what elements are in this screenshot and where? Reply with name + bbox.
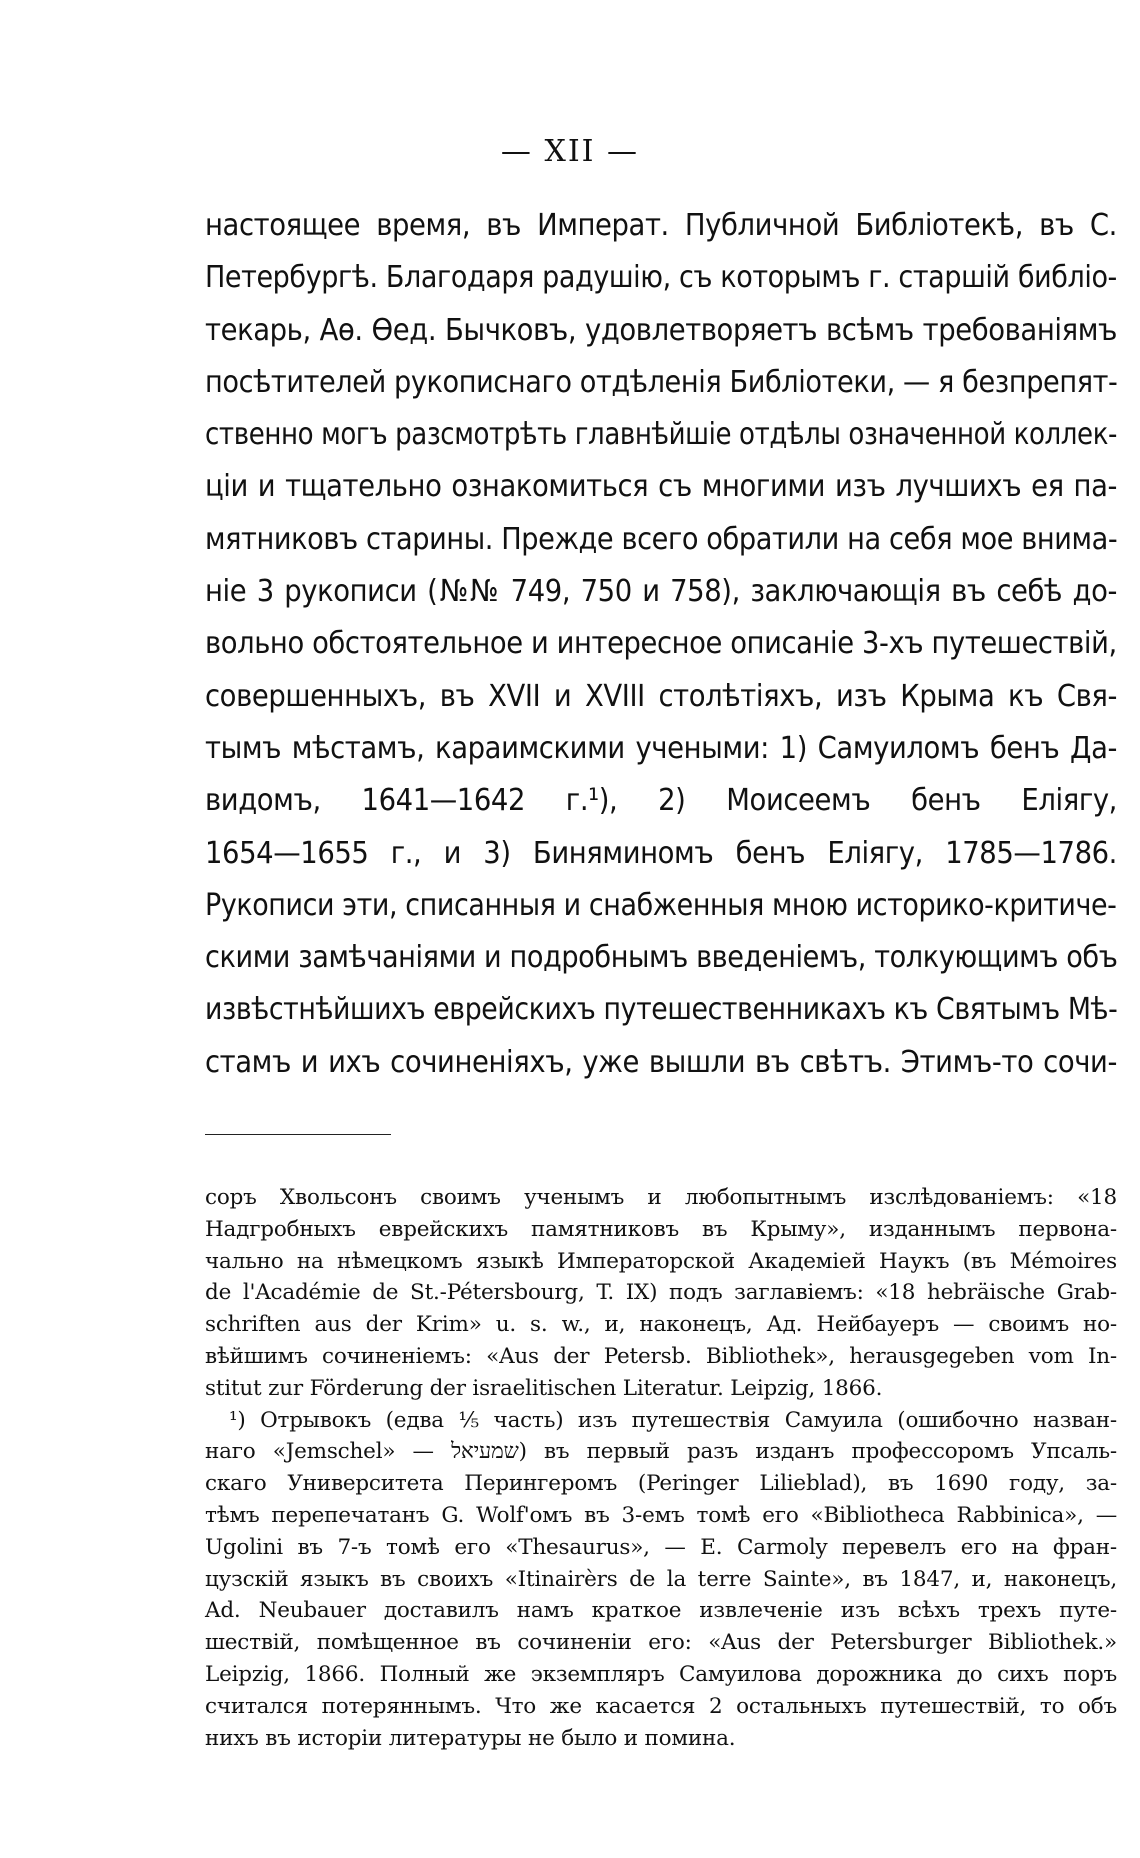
footnote-line: de l'Académie de St.-Pétersbourg, T. IX) подъ заглавіемъ: «18 hebräische Grab- xyxy=(205,1280,1117,1306)
body-line: 1654—1655 г., и 3) Биняминомъ бенъ Еліягу, 1785—1786. xyxy=(205,835,1117,871)
footnote-line: ¹) Отрывокъ (едва ⅕ часть) изъ путешествія Самуила (ошибочно назван- xyxy=(229,1407,1117,1433)
footnote-line: Ad. Neubauer доставилъ намъ краткое извлеченіе изъ всѣхъ трехъ путе- xyxy=(205,1598,1117,1624)
body-line: мятниковъ старины. Прежде всего обратили на себя мое внима- xyxy=(205,521,1118,557)
footnote-line: тѣмъ перепечатанъ G. Wolf'омъ въ 3-емъ томѣ его «Bibliotheca Rabbinica», — xyxy=(205,1502,1117,1528)
footnote-line: stitut zur Förderung der israelitischen Literatur. Leipzig, 1866. xyxy=(205,1375,883,1401)
footnote-line: schriften aus der Krim» u. s. w., и, наконецъ, Ад. Нейбауеръ — своимъ но- xyxy=(205,1312,1117,1338)
body-line: ніе 3 рукописи (№№ 749, 750 и 758), заключающія въ себѣ до- xyxy=(205,574,1117,610)
body-line: Рукописи эти, списанныя и снабженныя мною историко-критиче- xyxy=(205,887,1117,923)
body-line: настоящее время, въ Императ. Публичной Библіотекѣ, въ С. xyxy=(205,208,1117,243)
footnote-line: считался потеряннымъ. Что же касается 2 остальныхъ путешествій, то объ xyxy=(205,1693,1117,1719)
body-line: вольно обстоятельное и интересное описаніе 3-хъ путешествій, xyxy=(205,626,1117,662)
footnote-line: наго «Jemschel» — שמעיאל) въ первый разъ изданъ профессоромъ Упсаль- xyxy=(205,1439,1117,1465)
main-text xyxy=(205,200,1117,1089)
body-line: посѣтителей рукописнаго отдѣленія Библіотеки, — я безпрепят- xyxy=(205,364,1118,400)
body-line: совершенныхъ, въ XVII и XVIII столѣтіяхъ, изъ Крыма къ Свя- xyxy=(205,678,1117,714)
body-line: скими замѣчаніями и подробнымъ введеніемъ, толкующимъ объ xyxy=(205,940,1118,976)
body-line: видомъ, 1641—1642 г.¹), 2) Моисеемъ бенъ Еліягу, xyxy=(205,783,1117,819)
footnote-line: цузскій языкъ въ своихъ «Itinairèrs de la terre Sainte», въ 1847, и, наконецъ, xyxy=(205,1566,1117,1592)
page-number: — XII — xyxy=(500,134,640,169)
footnote-line: Leipzig, 1866. Полный же экземпляръ Самуилова дорожника до сихъ поръ xyxy=(205,1661,1117,1687)
footnote-separator xyxy=(205,1134,391,1135)
body-line: стамъ и ихъ сочиненіяхъ, уже вышли въ свѣтъ. Этимъ-то сочи- xyxy=(205,1044,1117,1080)
footnote-line: Ugolini въ 7-ъ томѣ его «Thesaurus», — E. Carmoly перевелъ его на фран- xyxy=(205,1534,1117,1560)
body-line: Петербургѣ. Благодаря радушію, съ которымъ г. старшій библіо- xyxy=(205,260,1117,296)
footnotes xyxy=(205,1182,1117,1754)
body-line: тымъ мѣстамъ, караимскими учеными: 1) Самуиломъ бенъ Да- xyxy=(205,730,1117,766)
footnote-line: шествій, помѣщенное въ сочиненіи его: «Aus der Petersburger Bibliothek.» xyxy=(205,1630,1117,1656)
footnote-line: нихъ въ исторіи литературы не было и помина. xyxy=(205,1725,736,1751)
footnote-line: скаго Университета Перингеромъ (Peringer Lilieblad), въ 1690 году, за- xyxy=(205,1471,1117,1497)
footnote-line: вѣйшимъ сочиненіемъ: «Aus der Petersb. Bibliothek», herausgegeben vom In- xyxy=(205,1343,1117,1369)
footnote-line: соръ Хвольсонъ своимъ ученымъ и любопытнымъ изслѣдованіемъ: «18 xyxy=(205,1185,1117,1210)
body-line: ціи и тщательно ознакомиться съ многими изъ лучшихъ ея па- xyxy=(205,469,1117,505)
footnote-line: Надгробныхъ еврейскихъ памятниковъ въ Крыму», изданнымъ первона- xyxy=(205,1216,1117,1242)
body-line: ственно могъ разсмотрѣть главнѣйшіе отдѣлы означенной коллек- xyxy=(205,417,1118,453)
body-line: извѣстнѣйшихъ еврейскихъ путешественникахъ къ Святымъ Мѣ- xyxy=(205,992,1118,1028)
footnote-line: чально на нѣмецкомъ языкѣ Императорской Академіей Наукъ (въ Mémoires xyxy=(205,1248,1117,1274)
body-line: текарь, Аѳ. Ѳед. Бычковъ, удовлетворяетъ всѣмъ требованіямъ xyxy=(205,312,1117,348)
